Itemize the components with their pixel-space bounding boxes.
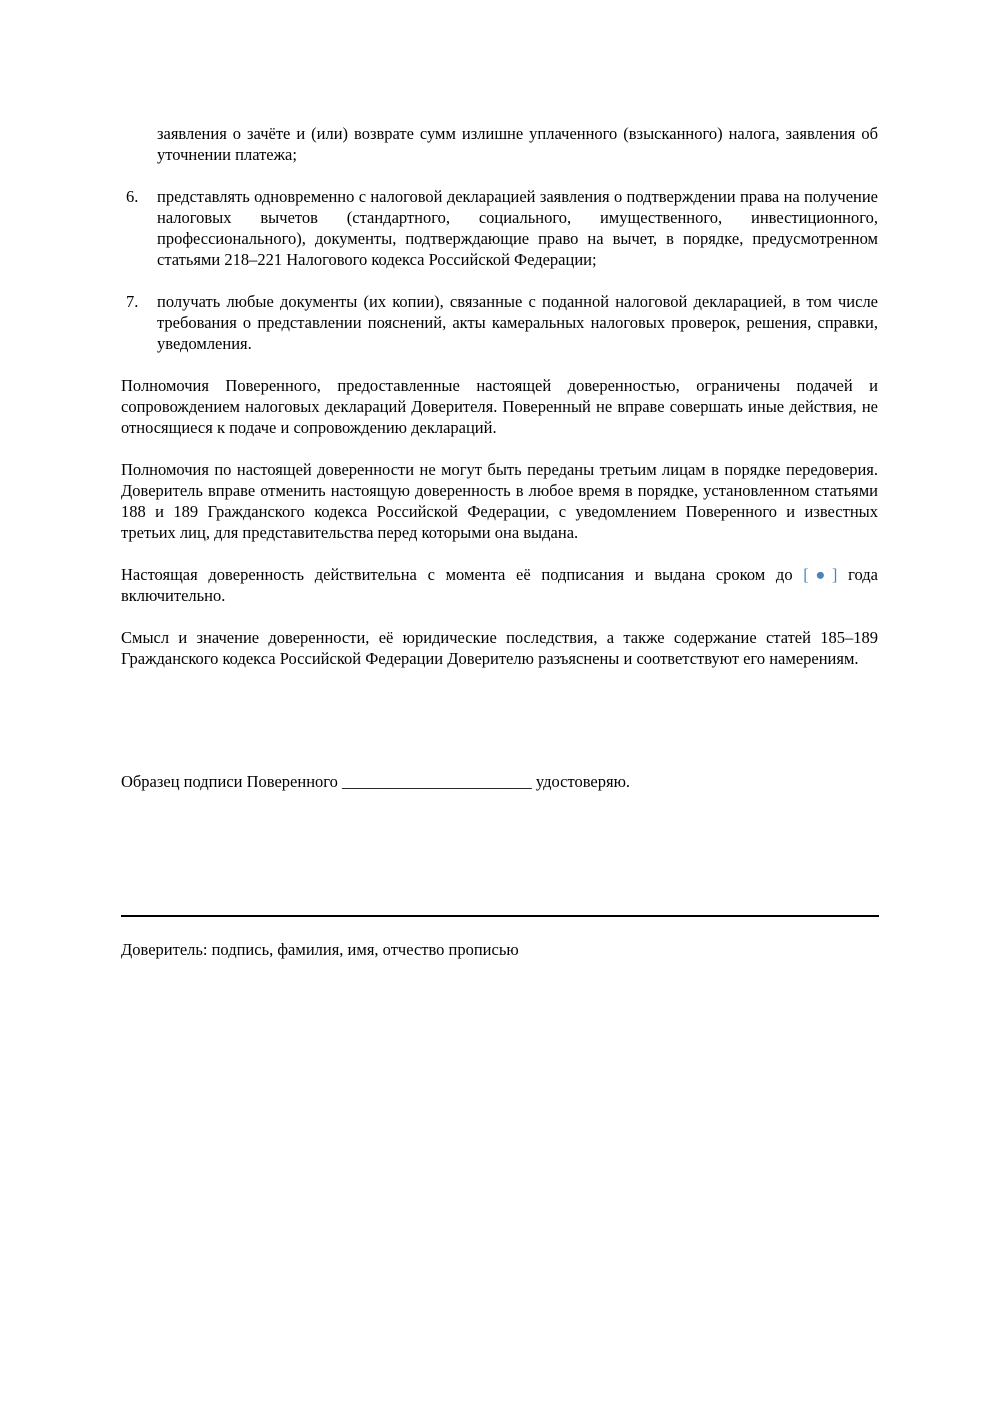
list-item-number: 6. <box>126 187 139 206</box>
list-item-text: получать любые документы (их копии), связанные с поданной налоговой декларацией, в том числе требования о представлении пояснений, акты камеральных налоговых проверок, решения, справки, уведомления. <box>157 292 878 353</box>
attorney-signature-sample: Образец подписи Поверенного _______________________ удостоверяю. <box>121 772 631 791</box>
validity-text-after: года включительно. <box>121 565 878 605</box>
paragraph-no-substitution: Полномочия по настоящей доверенности не могут быть переданы третьим лицам в порядке передоверия. Доверитель вправе отменить настоящую доверенность в любое время в порядке, установленном статьями 188 и 189 Гражданского кодекса Российской Федерации, с уведомлением Поверенного и известных третьих лиц, для представительства перед которыми она выдана. <box>121 460 878 542</box>
signature-line <box>121 915 879 917</box>
validity-text-before: Настоящая доверенность действительна с момента её подписания и выдана сроком до <box>121 565 804 584</box>
date-placeholder: [●] <box>803 565 838 584</box>
list-item-7 <box>121 291 878 354</box>
paragraph-powers-limit: Полномочия Поверенного, предоставленные настоящей доверенностью, ограничены подачей и сопровождением налоговых деклараций Доверителя. Поверенный не вправе совершать иные действия, не относящиеся к подаче и сопровождению деклараций. <box>121 376 878 437</box>
paragraph-meaning: Смысл и значение доверенности, её юридические последствия, а также содержание статей 185–189 Гражданского кодекса Российской Федерации Доверителю разъяснены и соответствуют его намерениям. <box>121 628 878 668</box>
paragraph-validity <box>121 564 878 606</box>
list-item-text: представлять одновременно с налоговой декларацией заявления о подтверждении права на получение налоговых вычетов (стандартного, социального, имущественного, инвестиционного, профессионального), документы, подтверждающие право на вычет, в порядке, предусмотренном статьями 218–221 Налогового кодекса Российской Федерации; <box>157 187 878 269</box>
list-item-number: 7. <box>126 292 139 311</box>
principal-signature-caption: Доверитель: подпись, фамилия, имя, отчество прописью <box>121 940 519 959</box>
list-item-continuation: заявления о зачёте и (или) возврате сумм излишне уплаченного (взысканного) налога, заявления об уточнении платежа; <box>157 124 878 164</box>
list-item-6 <box>121 186 878 270</box>
document-body <box>121 123 878 669</box>
